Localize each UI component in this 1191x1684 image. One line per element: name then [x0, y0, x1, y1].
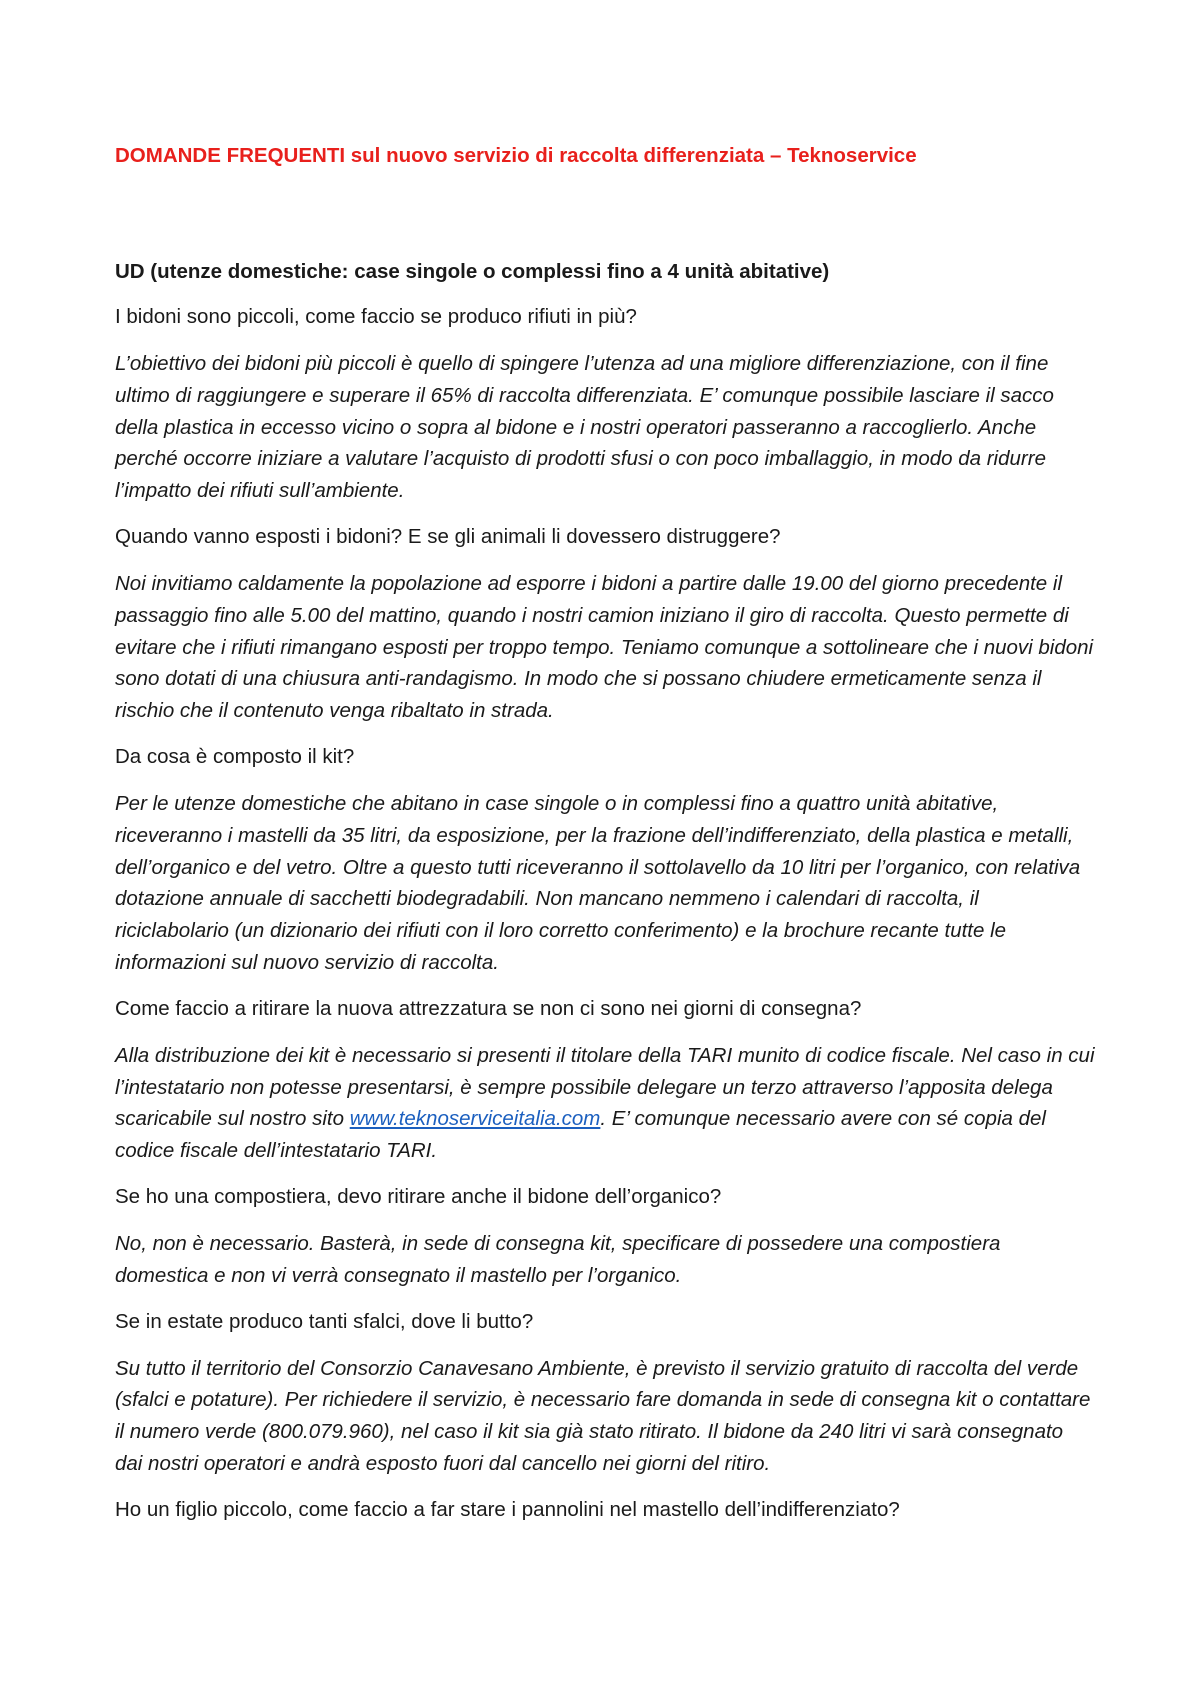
faq-question-7: Ho un figlio piccolo, come faccio a far stare i pannolini nel mastello dell’indifferenziato? — [115, 1497, 900, 1521]
faq-question-6: Se in estate produco tanti sfalci, dove li butto? — [115, 1309, 534, 1333]
faq-question-5: Se ho una compostiera, devo ritirare anche il bidone dell’organico? — [115, 1184, 722, 1208]
faq-answer-4 — [115, 1040, 1095, 1167]
faq-answer-4-text-before: Alla distribuzione dei kit è necessario si presenti il titolare della TARI munito di codice fiscale. Nel caso in cui l’intestatario non potesse presentarsi, è sempre possibile delegare un terzo attraverso l’apposita delega scaricabile sul nostro sito — [115, 1043, 1095, 1131]
faq-question-4: Come faccio a ritirare la nuova attrezzatura se non ci sono nei giorni di consegna? — [115, 996, 862, 1020]
document-title: DOMANDE FREQUENTI sul nuovo servizio di raccolta differenziata – Teknoservice — [115, 144, 917, 167]
section-heading: UD (utenze domestiche: case singole o complessi fino a 4 unità abitative) — [115, 260, 830, 283]
document-page — [115, 142, 1095, 1541]
faq-answer-6: Su tutto il territorio del Consorzio Canavesano Ambiente, è previsto il servizio gratuito di raccolta del verde (sfalci e potature). Per richiedere il servizio, è necessario fare domanda in sede di consegna kit o contattare il numero verde (800.079.960), nel caso il kit sia già stato ritirato. Il bidone da 240 litri vi sarà consegnato dai nostri operatori e andrà esposto fuori dal cancello nei giorni del ritiro. — [115, 1356, 1091, 1475]
faq-answer-4-text-after: . E’ comunque necessario avere con sé copia del codice fiscale dell’intestatario TARI. — [115, 1107, 1046, 1163]
faq-answer-3: Per le utenze domestiche che abitano in case singole o in complessi fino a quattro unità abitative, riceveranno i mastelli da 35 litri, da esposizione, per la frazione dell’indifferenziato, della plastica e metalli, dell’organico e del vetro. Oltre a questo tutti riceveranno il sottolavello da 10 litri per l’organico, con relativa dotazione annuale di sacchetti biodegradabili. Non mancano nemmeno i calendari di raccolta, il riciclabolario (un dizionario dei rifiuti con il loro corretto conferimento) e la brochure recante tutte le informazioni sul nuovo servizio di raccolta. — [115, 791, 1081, 974]
faq-question-3: Da cosa è composto il kit? — [115, 744, 355, 768]
faq-question-1: I bidoni sono piccoli, come faccio se produco rifiuti in più? — [115, 305, 637, 328]
faq-answer-2: Noi invitiamo caldamente la popolazione ad esporre i bidoni a partire dalle 19.00 del giorno precedente il passaggio fino alle 5.00 del mattino, quando i nostri camion iniziano il giro di raccolta. Questo permette di evitare che i rifiuti rimangano esposti per troppo tempo. Teniamo comunque a sottolineare che i nuovi bidoni sono dotati di una chiusura anti-randagismo. In modo che si possano chiudere ermeticamente senza il rischio che il contenuto venga ribaltato in strada. — [115, 571, 1094, 723]
website-link[interactable]: www.teknoserviceitalia.com — [349, 1107, 601, 1131]
faq-answer-5: No, non è necessario. Basterà, in sede di consegna kit, specificare di possedere una compostiera domestica e non vi verrà consegnato il mastello per l’organico. — [115, 1231, 1001, 1287]
faq-answer-1: L’obiettivo dei bidoni più piccoli è quello di spingere l’utenza ad una migliore differenziazione, con il fine ultimo di raggiungere e superare il 65% di raccolta differenziata. E’ comunque possibile lasciare il sacco della plastica in eccesso vicino o sopra al bidone e i nostri operatori passeranno a raccoglierlo. Anche perché occorre iniziare a valutare l’acquisto di prodotti sfusi o con poco imballaggio, in modo da ridurre l’impatto dei rifiuti sull’ambiente. — [115, 352, 1054, 503]
faq-question-2: Quando vanno esposti i bidoni? E se gli animali li dovessero distruggere? — [115, 524, 781, 548]
